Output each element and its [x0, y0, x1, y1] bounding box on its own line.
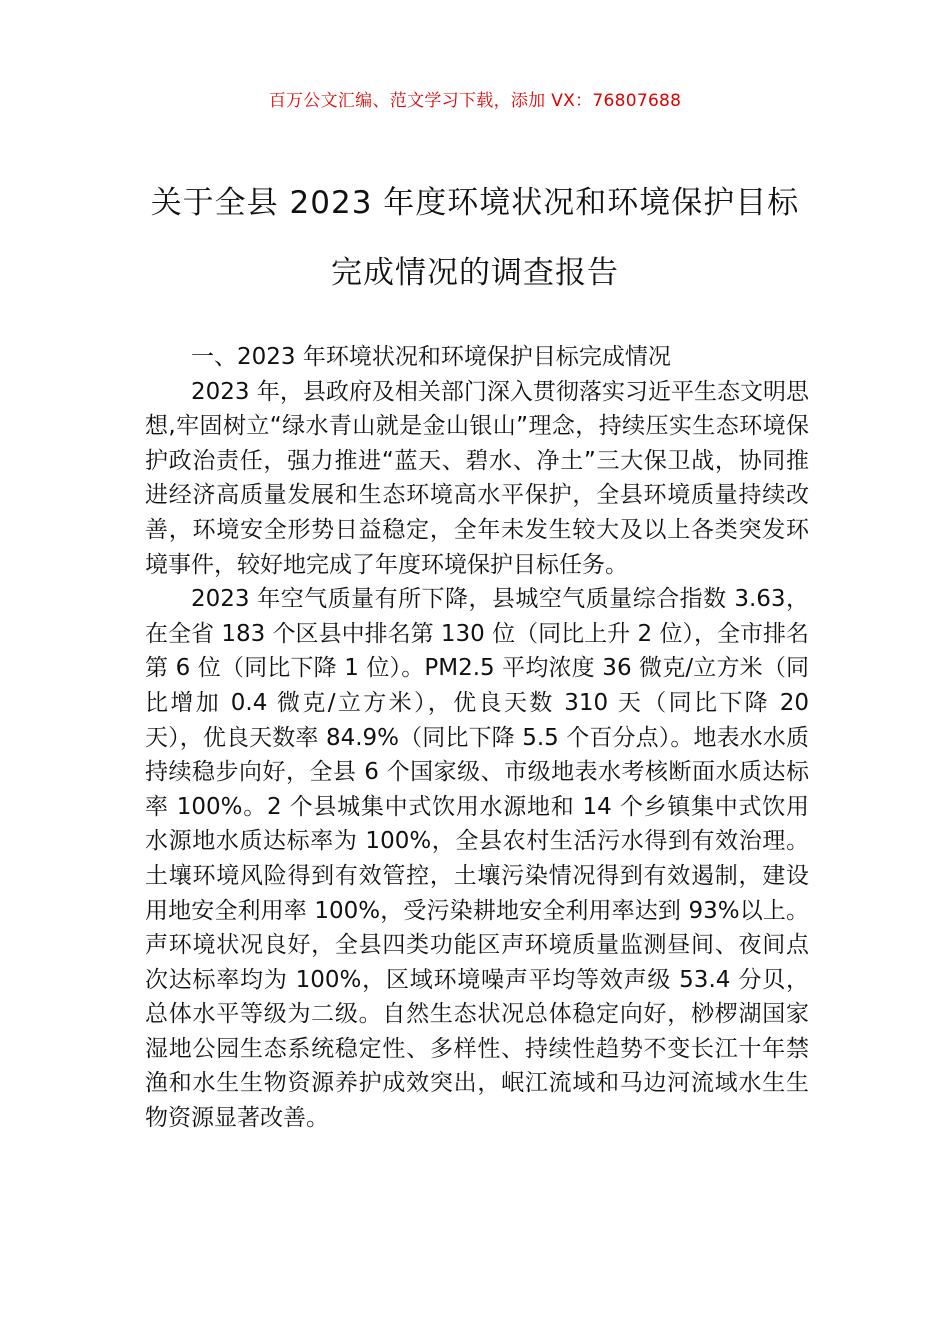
- paragraph-intro: 2023 年，县政府及相关部门深入贯彻落实习近平生态文明思想,牢固树立“绿水青山就是金山银山”理念，持续压实生态环境保护政治责任，强力推进“蓝天、碧水、净土”三大保卫战，协同推进经济高质量发展和生态环境高水平保护，全县环境质量持续改善，环境安全形势日益稳定，全年未发生较大及以上各类突发环境事件，较好地完成了年度环境保护目标任务。: [145, 378, 809, 578]
- document-body: [145, 340, 809, 1136]
- watermark-text: 百万公文汇编、范文学习下载，添加 VX：76807688: [268, 91, 682, 111]
- section-heading: 一、2023 年环境状况和环境保护目标完成情况: [191, 344, 671, 370]
- paragraph-environment-status: 2023 年空气质量有所下降，县城空气质量综合指数 3.63，在全省 183 个区县中排名第 130 位（同比上升 2 位），全市排名第 6 位（同比下降 1 位）。PM2.5 平均浓度 36 微克/立方米（同比增加 0.4 微克/立方米），优良天数 310 天（同比下降 20 天），优良天数率 84.9%（同比下降 5.5 个百分点）。地表水水质持续稳步向好，全县 6 个国家级、市级地表水考核断面水质达标率 100%。2 个县城集中式饮用水源地和 14 个乡镇集中式饮用水源地水质达标率为 100%，全县农村生活污水得到有效治理。土壤环境风险得到有效管控，土壤污染情况得到有效遏制，建设用地安全利用率 100%，受污染耕地安全利用率达到 93%以上。声环境状况良好，全县四类功能区声环境质量监测昼间、夜间点次达标率均为 100%，区域环境噪声平均等效声级 53.4 分贝，总体水平等级为二级。自然生态状况总体稳定向好，桫椤湖国家湿地公园生态系统稳定性、多样性、持续性趋势不变长江十年禁渔和水生生物资源养护成效突出，岷江流域和马边河流域水生生物资源显著改善。: [145, 586, 809, 1132]
- document-title: 关于全县 2023 年度环境状况和环境保护目标完成情况的调查报告: [150, 185, 800, 291]
